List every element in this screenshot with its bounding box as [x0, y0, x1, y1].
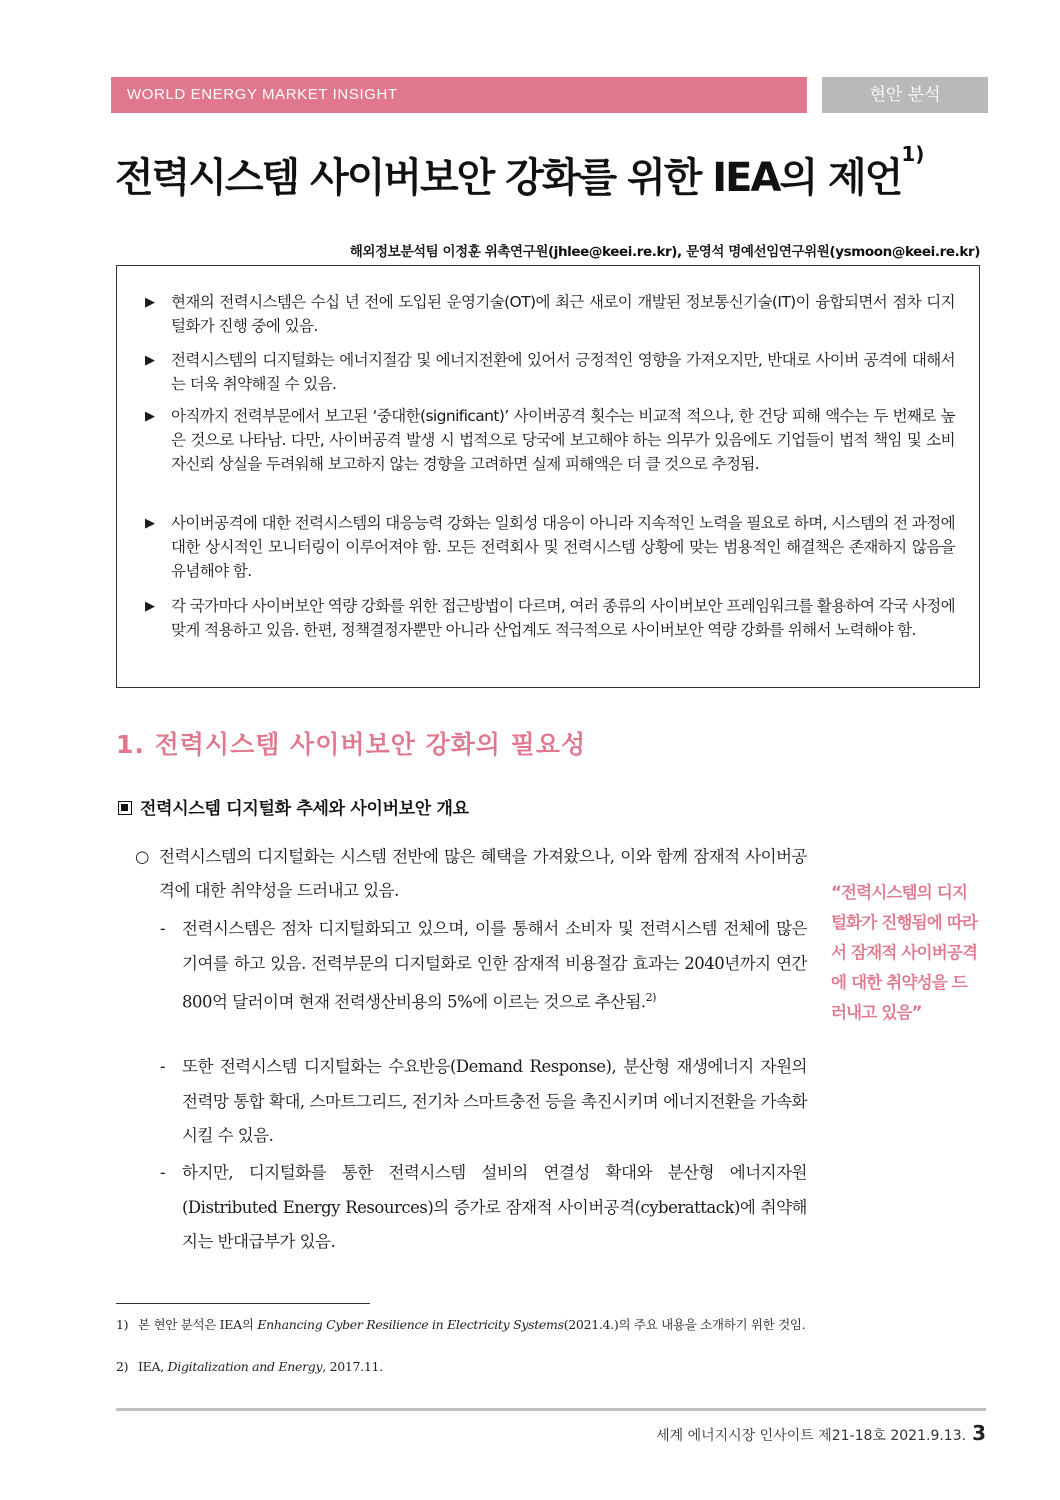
summary-item	[145, 348, 955, 396]
subsection-heading	[118, 794, 469, 819]
summary-item	[145, 290, 955, 338]
title-text: 전력시스템 사이버보안 강화를 위한 IEA의 제언	[115, 155, 902, 201]
dash-bullet: -	[160, 1057, 166, 1076]
journal-name: WORLD ENERGY MARKET INSIGHT	[127, 86, 398, 103]
footnote-source-title: Digitalization and Energy	[167, 1359, 323, 1374]
footnote-source-title: Enhancing Cyber Resilience in Electricity Systems	[257, 1317, 564, 1332]
title-footnote-ref: 1)	[901, 142, 925, 166]
dash-item-text: 하지만, 디지털화를 통한 전력시스템 설비의 연결성 확대와 분산형 에너지자원(Distributed Energy Resources)의 증가로 잠재적 사이버공격(cyberattack)에 취약해지는 반대급부가 있음.	[182, 1163, 807, 1251]
circle-bullet-icon: ○	[135, 847, 149, 866]
pull-quote: “전력시스템의 디지털화가 진행됨에 따라서 잠재적 사이버공격에 대한 취약성을 드러내고 있음”	[831, 883, 978, 1022]
triangle-bullet-icon: ▶	[145, 295, 155, 310]
lead-text: 전력시스템의 디지털화는 시스템 전반에 많은 혜택을 가져왔으나, 이와 함께 잠재적 사이버공격에 대한 취약성을 드러내고 있음.	[159, 847, 807, 900]
summary-text: 각 국가마다 사이버보안 역량 강화를 위한 접근방법이 다르며, 여러 종류의 사이버보안 프레임워크를 활용하여 각국 사정에 맞게 적용하고 있음. 한편, 정책결정자뿐만 아니라 산업계도 적극적으로 사이버보안 역량 강화를 위해서 노력해야 함.	[171, 597, 955, 639]
dash-item	[160, 1156, 807, 1260]
category-tag: 현안 분석	[822, 77, 988, 113]
summary-text: 아직까지 전력부문에서 보고된 ‘중대한(significant)’ 사이버공격 횟수는 비교적 적으나, 한 건당 피해 액수는 두 번째로 높은 것으로 나타남. 다만, 사이버공격 발생 시 법적으로 당국에 보고해야 하는 의무가 있음에도 기업들이 법적 책임 및 소비자신뢰 상실을 두려워해 보고하지 않는 경향을 고려하면 실제 피해액은 더 클 것으로 추정됨.	[171, 407, 955, 473]
summary-text: 사이버공격에 대한 전력시스템의 대응능력 강화는 일회성 대응이 아니라 지속적인 노력을 필요로 하며, 시스템의 전 과정에 대한 상시적인 모니터링이 이루어져야 함. 모든 전력회사 및 전력시스템 상황에 맞는 범용적인 해결책은 존재하지 않음을 유념해야 함.	[171, 514, 955, 580]
summary-text: 현재의 전력시스템은 수십 년 전에 도입된 운영기술(OT)에 최근 새로이 개발된 정보통신기술(IT)이 융합되면서 점차 디지털화가 진행 중에 있음.	[171, 293, 955, 335]
footer-divider	[116, 1408, 986, 1411]
triangle-bullet-icon: ▶	[145, 599, 155, 614]
footnote-text: , 2017.11.	[322, 1359, 383, 1374]
dash-item-text: 또한 전력시스템 디지털화는 수요반응(Demand Response), 분산형 재생에너지 자원의 전력망 통합 확대, 스마트그리드, 전기차 스마트충전 등을 촉진시키며 에너지전환을 가속화시킬 수 있음.	[182, 1057, 807, 1145]
page-title	[115, 142, 985, 203]
publication-info: 세계 에너지시장 인사이트 제21-18호 2021.9.13.	[656, 1428, 967, 1444]
section-heading: 1. 전력시스템 사이버보안 강화의 필요성	[116, 730, 587, 759]
footnote	[116, 1357, 816, 1377]
footnote-ref-2: 2)	[645, 991, 656, 1004]
filled-square-icon	[118, 801, 132, 815]
summary-item	[145, 511, 955, 583]
dash-item	[160, 1050, 807, 1154]
journal-header-bar	[111, 77, 807, 113]
summary-item	[145, 594, 955, 642]
footnote-text: IEA,	[138, 1359, 168, 1374]
summary-box	[116, 265, 980, 688]
page-footer	[656, 1421, 986, 1445]
triangle-bullet-icon: ▶	[145, 516, 155, 531]
footnote-text: 본 현안 분석은 IEA의	[138, 1317, 258, 1332]
footnote-number: 1)	[116, 1317, 129, 1332]
page-number: 3	[972, 1421, 986, 1445]
footnote-divider	[116, 1303, 370, 1304]
dash-item-text: 전력시스템은 점차 디지털화되고 있으며, 이를 통해서 소비자 및 전력시스템 전체에 많은 기여를 하고 있음. 전력부문의 디지털화로 인한 잠재적 비용절감 효과는 2040년까지 연간 800억 달러이며 현재 전력생산비용의 5%에 이르는 것으로 추산됨.	[182, 919, 807, 1012]
footnote-number: 2)	[116, 1359, 129, 1374]
dash-bullet: -	[160, 1163, 166, 1182]
triangle-bullet-icon: ▶	[145, 353, 155, 368]
triangle-bullet-icon: ▶	[145, 409, 155, 424]
footnote-text: (2021.4.)의 주요 내용을 소개하기 위한 것임.	[563, 1317, 806, 1332]
dash-item	[160, 912, 807, 1020]
dash-bullet: -	[160, 919, 166, 938]
summary-item	[145, 404, 955, 476]
author-line: 해외정보분석팀 이정훈 위촉연구원(jhlee@keei.re.kr), 문영석 명예선임연구위원(ysmoon@keei.re.kr)	[349, 244, 980, 260]
lead-paragraph	[135, 840, 807, 908]
subsection-heading-text: 전력시스템 디지털화 추세와 사이버보안 개요	[140, 799, 469, 819]
summary-text: 전력시스템의 디지털화는 에너지절감 및 에너지전환에 있어서 긍정적인 영향을 가져오지만, 반대로 사이버 공격에 대해서는 더욱 취약해질 수 있음.	[171, 351, 955, 393]
footnote	[116, 1315, 816, 1335]
